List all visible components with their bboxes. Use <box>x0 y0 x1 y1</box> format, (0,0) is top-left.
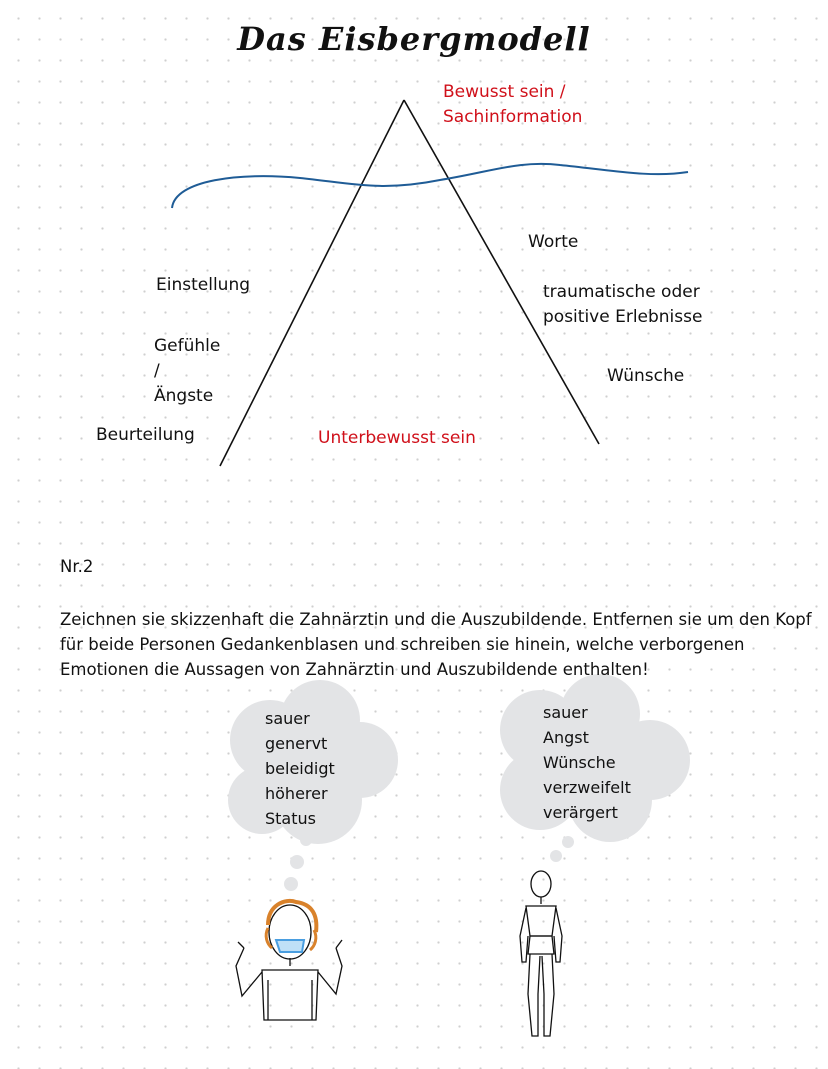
label-aengste: Ängste <box>154 386 214 406</box>
thought-list-left <box>265 706 335 831</box>
label-bewusst-sein-line2: Sachinformation <box>443 107 583 127</box>
thought-item: verzweifelt <box>543 778 631 797</box>
label-unterbewusst-sein: Unterbewusst sein <box>318 428 476 448</box>
thought-item: Angst <box>543 728 589 747</box>
page-title: Das Eisbergmodell <box>237 20 591 58</box>
task-text: Zeichnen sie skizzenhaft die Zahnärztin und die Auszubildende. Entfernen sie um den Kopf für beide Personen Gedankenblasen und schreiben sie hinein, welche verborgenen Emotionen die Aussagen von Zahnärztin und Auszubildende enthalten! <box>60 610 812 679</box>
thought-item: höherer <box>265 784 328 803</box>
thought-item: beleidigt <box>265 759 335 778</box>
thought-item: sauer <box>265 709 310 728</box>
label-gefuehle: Gefühle <box>154 336 221 356</box>
task-number: Nr.2 <box>60 557 94 576</box>
label-bewusst-sein <box>443 80 582 130</box>
label-wuensche: Wünsche <box>607 366 685 386</box>
label-gefuehle-aengste <box>154 334 220 409</box>
label-slash: / <box>154 361 160 381</box>
label-worte: Worte <box>528 232 579 252</box>
trainee-figure <box>520 871 562 1036</box>
dentist-figure <box>236 901 342 1020</box>
thought-item: verärgert <box>543 803 618 822</box>
thought-list-right <box>543 700 631 825</box>
label-erlebnisse-line1: traumatische oder <box>543 282 700 302</box>
label-einstellung: Einstellung <box>156 275 251 295</box>
label-bewusst-sein-line1: Bewusst sein / <box>443 82 566 102</box>
thought-item: Status <box>265 809 316 828</box>
thought-item: Wünsche <box>543 753 616 772</box>
thought-item: genervt <box>265 734 328 753</box>
water-wave-line <box>172 164 688 208</box>
label-erlebnisse-line2: positive Erlebnisse <box>543 307 703 327</box>
label-beurteilung: Beurteilung <box>96 425 195 445</box>
label-erlebnisse <box>543 280 702 330</box>
thought-item: sauer <box>543 703 588 722</box>
